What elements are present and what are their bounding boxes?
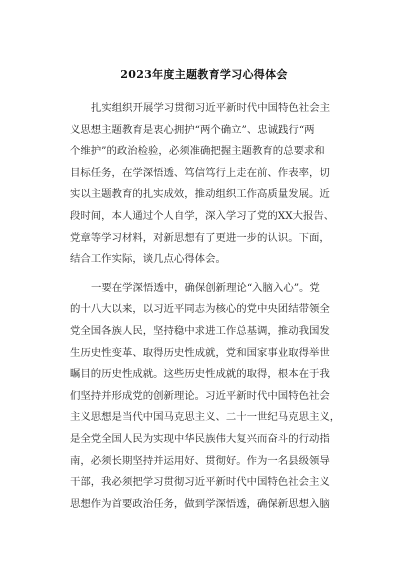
paragraph-line: 们坚持并形成党的创新理论。习近平新时代中国特色社会	[70, 389, 330, 402]
paragraph-1	[70, 98, 340, 271]
paragraph-spacer	[70, 271, 340, 278]
paragraph-line: 义思想主题教育是衷心拥护“两个确立”、忠诚践行“两	[70, 123, 315, 136]
paragraph-line: 是全党全国人民为实现中华民族伟大复兴而奋斗的行动指	[70, 432, 330, 445]
paragraph-line: 生历史性变革、取得历史性成就，党和国家事业取得举世	[70, 346, 330, 359]
paragraph-line: 的十八大以来，以习近平同志为核心的党中央团结带领全	[70, 303, 330, 316]
paragraph-line: 扎实组织开展学习贯彻习近平新时代中国特色社会主	[91, 102, 330, 114]
paragraph-line: 思想作为首要政治任务，做到学深悟透，确保新思想入脑	[70, 497, 330, 510]
paragraph-2	[70, 278, 340, 516]
paragraph-line: 个维护”的政治检验，必须准确把握主题教育的总要求和	[70, 145, 325, 158]
paragraph-line: 实以主题教育的扎实成效，推动组织工作高质量发展。近	[70, 188, 330, 201]
paragraph-line: 党章等学习材料，对新思想有了更进一步的认识。下面，	[70, 231, 330, 244]
paragraph-line: 目标任务，在学深悟透、笃信笃行上走在前、作表率，切	[70, 166, 330, 179]
paragraph-line: 南，必须长期坚持并运用好、贯彻好。作为一名县级领导	[70, 454, 330, 467]
paragraph-line: 段时间，本人通过个人自学，深入学习了党的XX大报告、	[70, 209, 335, 222]
document-body	[70, 98, 340, 515]
paragraph-line: 主义思想是当代中国马克思主义、二十一世纪马克思主义，	[70, 411, 340, 424]
paragraph-line: 瞩目的历史性成就。这些历史性成就的取得，根本在于我	[70, 368, 330, 381]
paragraph-line: 一要在学深悟透中，确保创新理论“入脑入心”。党	[91, 281, 320, 294]
document-title: 2023年度主题教育学习心得体会	[120, 68, 288, 81]
paragraph-line: 干部，我必须把学习贯彻习近平新时代中国特色社会主义	[70, 476, 330, 489]
paragraph-line: 党全国各族人民，坚持稳中求进工作总基调，推动我国发	[70, 324, 330, 337]
paragraph-line: 结合工作实际，谈几点心得体会。	[70, 253, 226, 266]
